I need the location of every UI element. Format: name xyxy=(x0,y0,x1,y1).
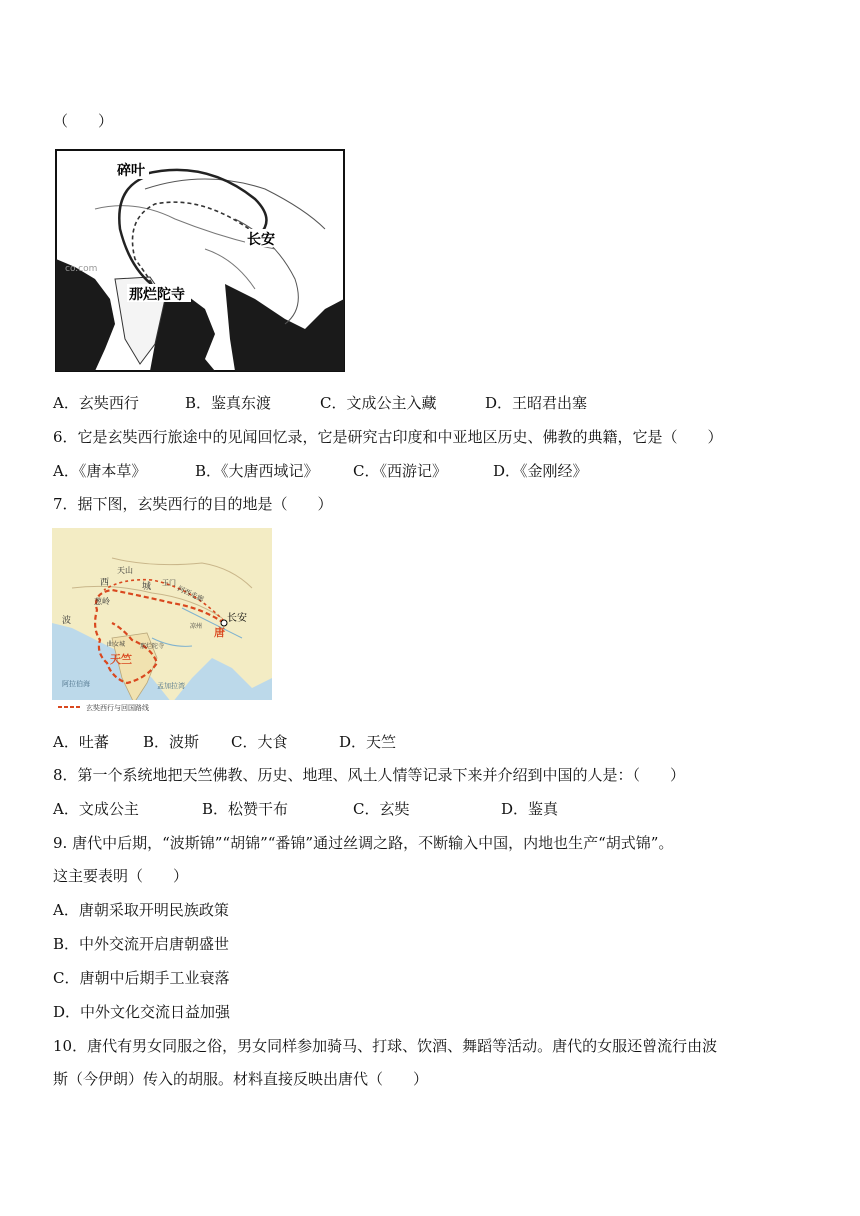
map2-label-xi: 西 xyxy=(100,578,110,588)
q6-option-a[interactable]: A．《唐本草》 xyxy=(53,462,147,480)
q9-stem-line2: 这主要表明（ ） xyxy=(53,867,189,885)
map2-label-liang: 凉州 xyxy=(190,623,203,630)
q9-option-c[interactable]: C．唐朝中后期手工业衰落 xyxy=(53,969,230,987)
q8-option-b[interactable]: B．松赞干布 xyxy=(202,800,289,818)
q6-option-b[interactable]: B．《大唐西域记》 xyxy=(195,462,319,480)
q7-option-c[interactable]: C．大食 xyxy=(231,733,288,751)
q5-option-b[interactable]: B．鉴真东渡 xyxy=(185,394,272,412)
map2-label-west: 波 xyxy=(62,616,72,626)
q5-option-d[interactable]: D．王昭君出塞 xyxy=(485,394,588,412)
q8-option-a[interactable]: A．文成公主 xyxy=(53,800,139,818)
q7-option-a[interactable]: A．吐蕃 xyxy=(53,733,109,751)
q7-stem: 7．据下图，玄奘西行的目的地是（ ） xyxy=(53,495,333,513)
map2-label-cheng: 城 xyxy=(142,582,152,592)
map2-label-tianzhu: 天竺 xyxy=(110,653,132,666)
map2-label-tang: 唐 xyxy=(214,626,225,639)
q10-stem-line1: 10．唐代有男女同服之俗，男女同样参加骑马、打球、饮酒、舞蹈等活动。唐代的女服还曾流行由波 xyxy=(53,1037,718,1055)
q6-option-c[interactable]: C．《西游记》 xyxy=(353,462,447,480)
map2-label-qufu: 曲女城 xyxy=(107,641,126,648)
q9-option-a[interactable]: A．唐朝采取开明民族政策 xyxy=(53,901,229,919)
q8-option-d[interactable]: D．鉴真 xyxy=(501,800,559,818)
map2-label-nalan: 那烂陀寺 xyxy=(140,643,165,650)
q9-option-b[interactable]: B．中外交流开启唐朝盛世 xyxy=(53,935,230,953)
xuanzang-route-map xyxy=(52,528,272,714)
top-paren: （ ） xyxy=(53,112,114,130)
q6-stem: 6．它是玄奘西行旅途中的见闻回忆录，它是研究古印度和中亚地区历史、佛教的典籍，它是（ ） xyxy=(53,428,723,446)
map1-watermark: co.com xyxy=(65,264,98,274)
map2-label-sea2: 孟加拉湾 xyxy=(157,682,185,690)
q9-stem-line1: 9. 唐代中后期，“波斯锦”“胡锦”“番锦”通过丝调之路，不断输入中国，内地也生产“胡式锦”。 xyxy=(53,834,674,852)
q7-option-b[interactable]: B．波斯 xyxy=(143,733,200,751)
map2-label-tianshan: 天山 xyxy=(117,566,133,575)
map1-label-changan: 长安 xyxy=(247,232,275,248)
q7-option-d[interactable]: D．天竺 xyxy=(339,733,397,751)
map2-label-yumen: 玉门 xyxy=(162,579,176,587)
map2-label-congling: 葱岭 xyxy=(94,597,110,606)
q8-option-c[interactable]: C．玄奘 xyxy=(353,800,410,818)
route-map-bw xyxy=(55,149,345,372)
q6-option-d[interactable]: D．《金刚经》 xyxy=(493,462,588,480)
map1-label-suiye: 碎叶 xyxy=(117,163,145,179)
map2-caption: 玄奘西行与回国路线 xyxy=(86,704,149,712)
map2-label-sea1: 阿拉伯海 xyxy=(62,680,90,688)
q5-option-a[interactable]: A．玄奘西行 xyxy=(53,394,139,412)
q8-stem: 8．第一个系统地把天竺佛教、历史、地理、风土人情等记录下来并介绍到中国的人是：（ ） xyxy=(53,766,686,784)
q9-option-d[interactable]: D．中外文化交流日益加强 xyxy=(53,1003,231,1021)
map2-label-hexi: 河西走廊 xyxy=(176,584,205,604)
q10-stem-line2: 斯（今伊朗）传入的胡服。材料直接反映出唐代（ ） xyxy=(53,1070,429,1088)
q5-option-c[interactable]: C．文成公主入藏 xyxy=(320,394,437,412)
map2-label-changan: 长安 xyxy=(227,613,247,624)
map1-label-nalanda: 那烂陀寺 xyxy=(129,287,185,303)
